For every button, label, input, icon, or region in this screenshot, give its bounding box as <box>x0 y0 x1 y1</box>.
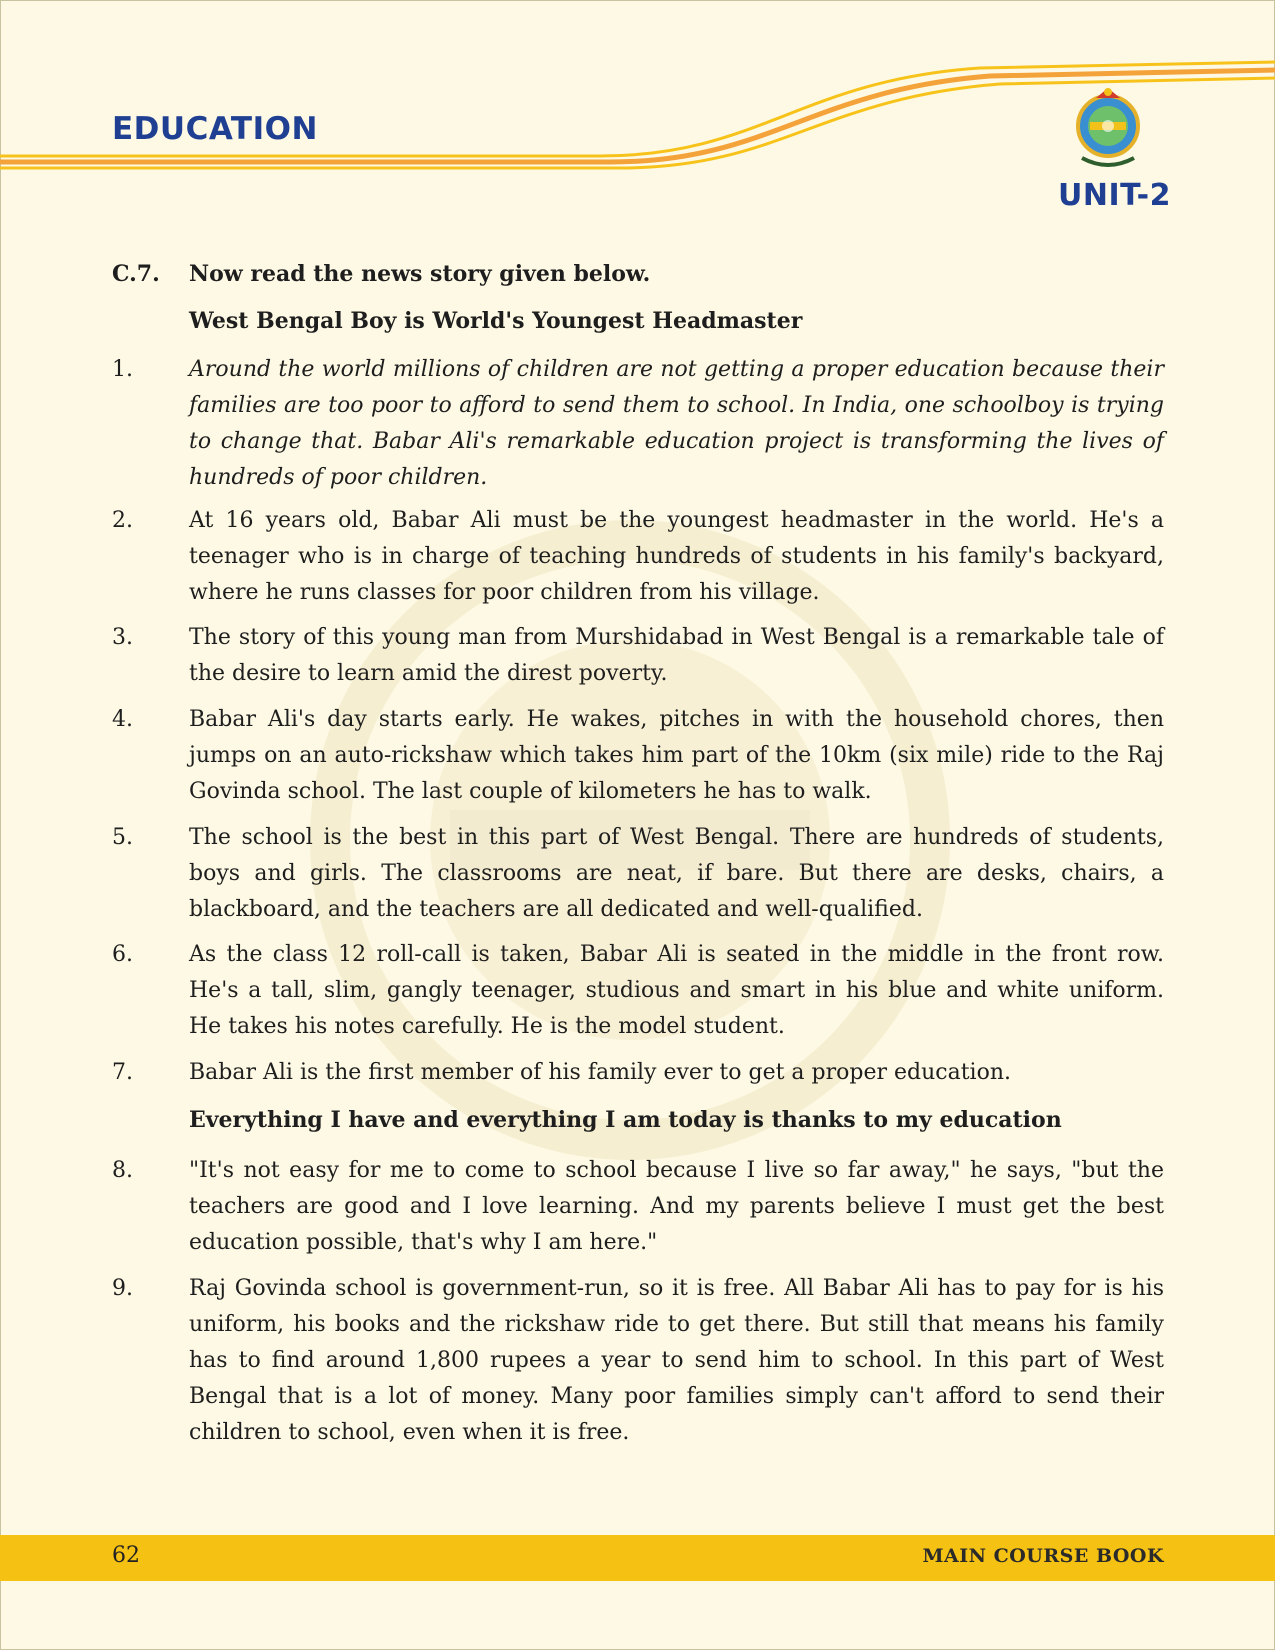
paragraph-text: Raj Govinda school is government-run, so it is free. All Babar Ali has to pay for is his uniform, his books and the rickshaw ride to get there. But still that means his family has to find around 1,800 rupees a year to send him to school. In this part of West Bengal that is a lot of money. Many poor families simply can't afford to send their children to school, even when it is free. <box>189 1276 1164 1445</box>
section-title: EDUCATION <box>112 111 318 147</box>
paragraph-4 <box>112 702 1164 810</box>
school-emblem-logo <box>1068 82 1148 174</box>
paragraph-text: The school is the best in this part of West Bengal. There are hundreds of students, boys and girls. The classrooms are neat, if bare. But there are desks, chairs, a blackboard, and the teachers are all dedicated and well-qualified. <box>189 825 1164 922</box>
paragraph-8 <box>112 1153 1164 1261</box>
paragraph-number: 4. <box>112 707 133 732</box>
paragraph-6 <box>112 937 1164 1045</box>
paragraph-text: Around the world millions of children are not getting a proper education because their families are too poor to afford to send them to school. In India, one schoolboy is trying to change that. Babar Ali's remarkable education project is transforming the lives of hundreds of poor children. <box>189 357 1164 490</box>
paragraph-2 <box>112 503 1164 611</box>
paragraph-3 <box>112 620 1164 692</box>
paragraph-text: At 16 years old, Babar Ali must be the youngest headmaster in the world. He's a teenager who is in charge of teaching hundreds of students in his family's backyard, where he runs classes for poor children from his village. <box>189 508 1164 605</box>
paragraph-number: 7. <box>112 1060 133 1085</box>
exercise-number: C.7. <box>112 261 160 287</box>
story-headline: West Bengal Boy is World's Youngest Headmaster <box>189 308 803 334</box>
page-number: 62 <box>112 1543 140 1568</box>
paragraph-number: 3. <box>112 625 133 650</box>
paragraph-number: 1. <box>112 357 133 382</box>
paragraph-text: Babar Ali is the first member of his family ever to get a proper education. <box>189 1060 1011 1085</box>
paragraph-text: The story of this young man from Murshidabad in West Bengal is a remarkable tale of the desire to learn amid the direst poverty. <box>189 625 1164 686</box>
paragraph-1 <box>112 352 1164 496</box>
exercise-heading <box>112 256 1164 292</box>
paragraph-text: As the class 12 roll-call is taken, Babar Ali is seated in the middle in the front row. He's a tall, slim, gangly teenager, studious and smart in his blue and white uniform. He takes his notes carefully. He is the model student. <box>189 942 1164 1039</box>
paragraph-text: Babar Ali's day starts early. He wakes, pitches in with the household chores, then jumps on an auto-rickshaw which takes him part of the 10km (six mile) ride to the Raj Govinda school. The last couple of kilometers he has to walk. <box>189 707 1164 804</box>
paragraph-number: 2. <box>112 508 133 533</box>
paragraph-text: "It's not easy for me to come to school because I live so far away," he says, "but the teachers are good and I love learning. And my parents believe I must get the best education possible, that's why I am here." <box>189 1158 1164 1255</box>
book-name: MAIN COURSE BOOK <box>922 1545 1164 1567</box>
story-subheading: Everything I have and everything I am today is thanks to my education <box>189 1107 1062 1133</box>
paragraph-number: 5. <box>112 825 133 850</box>
paragraph-number: 8. <box>112 1158 133 1183</box>
paragraph-9 <box>112 1271 1164 1451</box>
paragraph-number: 6. <box>112 942 133 967</box>
unit-label: UNIT-2 <box>1058 178 1172 213</box>
paragraph-7 <box>112 1055 1164 1091</box>
exercise-instruction: Now read the news story given below. <box>189 261 651 287</box>
paragraph-5 <box>112 820 1164 928</box>
paragraph-number: 9. <box>112 1276 133 1301</box>
